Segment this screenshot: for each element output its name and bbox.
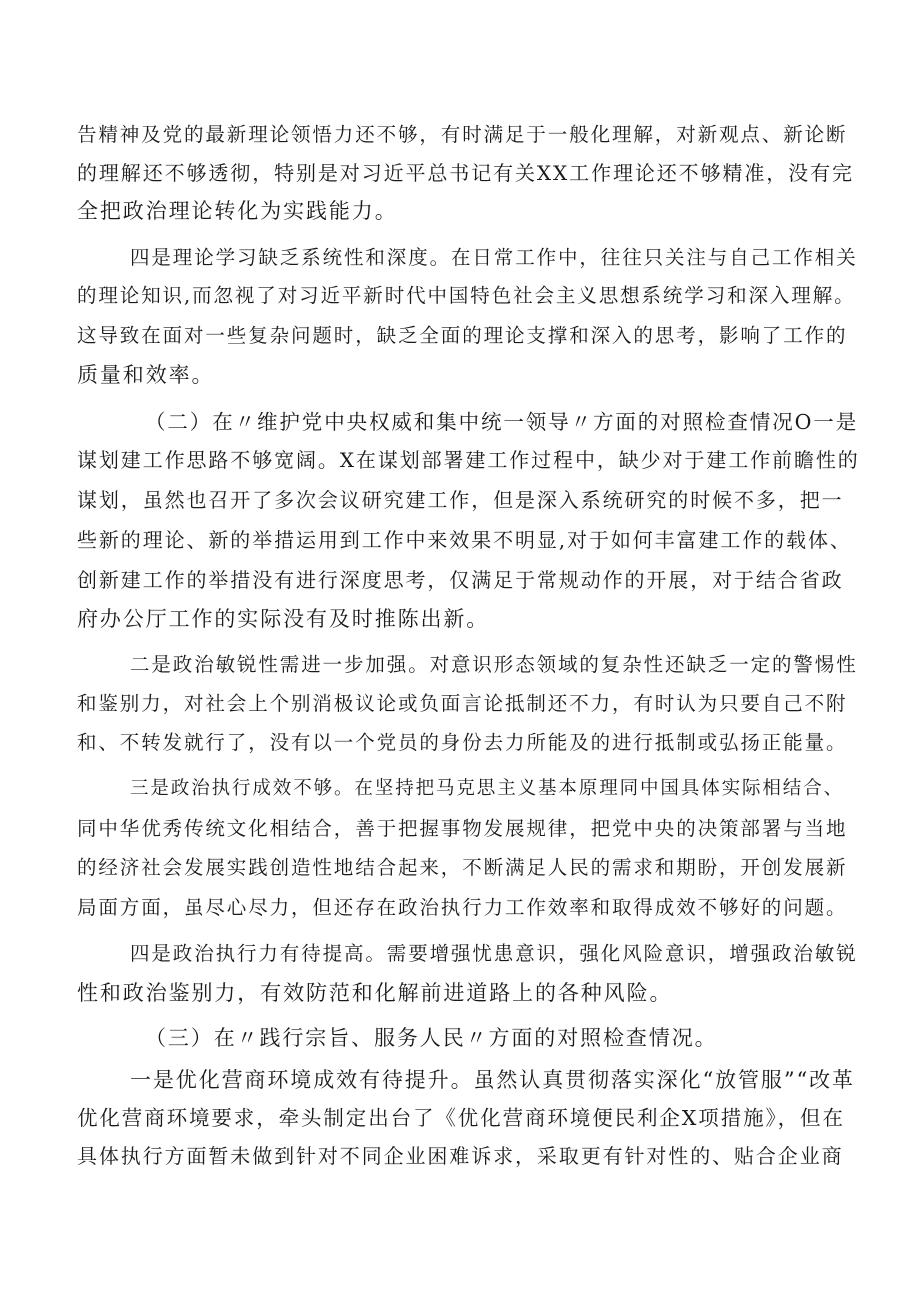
section-heading: （二）在〃维护党中央权威和集中统一领导〃方面的对照检查情况O一是 xyxy=(145,410,859,434)
text-line: 四是政治执行力有待提高。需要增强忧患意识，强化风险意识，增强政治敏锐 xyxy=(130,942,858,965)
text-line: 同中华优秀传统文化相结合，善于把握事物发展规律，把党中央的决策部署与当地 xyxy=(77,817,848,840)
text-line: 性和政治鉴别力，有效防范和化解前进道路上的各种风险。 xyxy=(77,981,673,1005)
text-line: 的经济社会发展实践创造性地结合起来，不断满足人民的需求和期盼，开创发展新 xyxy=(77,856,848,879)
text-line: 和鉴别力，对社会上个别消极议论或负面言论抵制还不力，有时认为只要自己不附 xyxy=(77,692,848,715)
text-line: 府办公厅工作的实际没有及时推陈出新。 xyxy=(77,607,490,631)
text-line: 这导致在面对一些复杂问题时，缺乏全面的理论支撑和深入的思考，影响了工作的 xyxy=(77,324,848,347)
text-line: 创新建工作的举措没有进行深度思考，仅满足于常规动作的开展，对于结合省政 xyxy=(77,568,844,592)
text-line: 谋划，虽然也召开了多次会议研究建工作，但是深入系统研究的时候不多，把一 xyxy=(77,488,844,512)
text-line: 具体执行方面暂未做到针对不同企业困难诉求，采取更有针对性的、贴合企业商 xyxy=(77,1144,844,1168)
text-line: 的理解还不够透彻，特别是对习近平总书记有关XX工作理论还不够精准，没有完 xyxy=(77,161,854,185)
text-line: 一是优化营商环境成效有待提升。虽然认真贯彻落实深化“放管服”“改革 xyxy=(130,1068,855,1092)
text-line: 三是政治执行成效不够。在坚持把马克思主义基本原理同中国具体实际相结合、 xyxy=(130,778,845,799)
text-line: 四是理论学习缺乏系统性和深度。在日常工作中，往往只关注与自己工作相关 xyxy=(130,246,858,269)
text-line: 质量和效率。 xyxy=(77,363,215,387)
text-line: 些新的理论、新的举措运用到工作中来效果不明显,对于如何丰富建工作的载体、 xyxy=(77,528,852,552)
text-line: 的理论知识,而忽视了对习近平新时代中国特色社会主义思想系统学习和深入理解。 xyxy=(77,284,856,307)
text-line: 优化营商环境要求，牵头制定出台了《优化营商环境便民利企X项措施》，但在 xyxy=(77,1106,845,1130)
text-line: 二是政治敏锐性需进一步加强。对意识形态领域的复杂性还缺乏一定的警惕性 xyxy=(130,653,858,676)
text-line: 局面方面，虽尽心尽力，但还存在政治执行力工作效率和取得成效不够好的问题。 xyxy=(77,896,848,919)
section-heading: （三）在〃践行宗旨、服务人民〃方面的对照检查情况。 xyxy=(145,1026,718,1050)
text-line: 全把政治理论转化为实践能力。 xyxy=(77,199,398,223)
text-line: 告精神及党的最新理论领悟力还不够，有时满足于一般化理解，对新观点、新论断 xyxy=(77,123,848,146)
text-line: 和、不转发就行了，没有以一个党员的身份去力所能及的进行抵制或弘扬正能量。 xyxy=(77,731,848,754)
text-line: 谋划建工作思路不够宽阔。X在谋划部署建工作过程中，缺少对于建工作前瞻性的 xyxy=(77,448,860,472)
